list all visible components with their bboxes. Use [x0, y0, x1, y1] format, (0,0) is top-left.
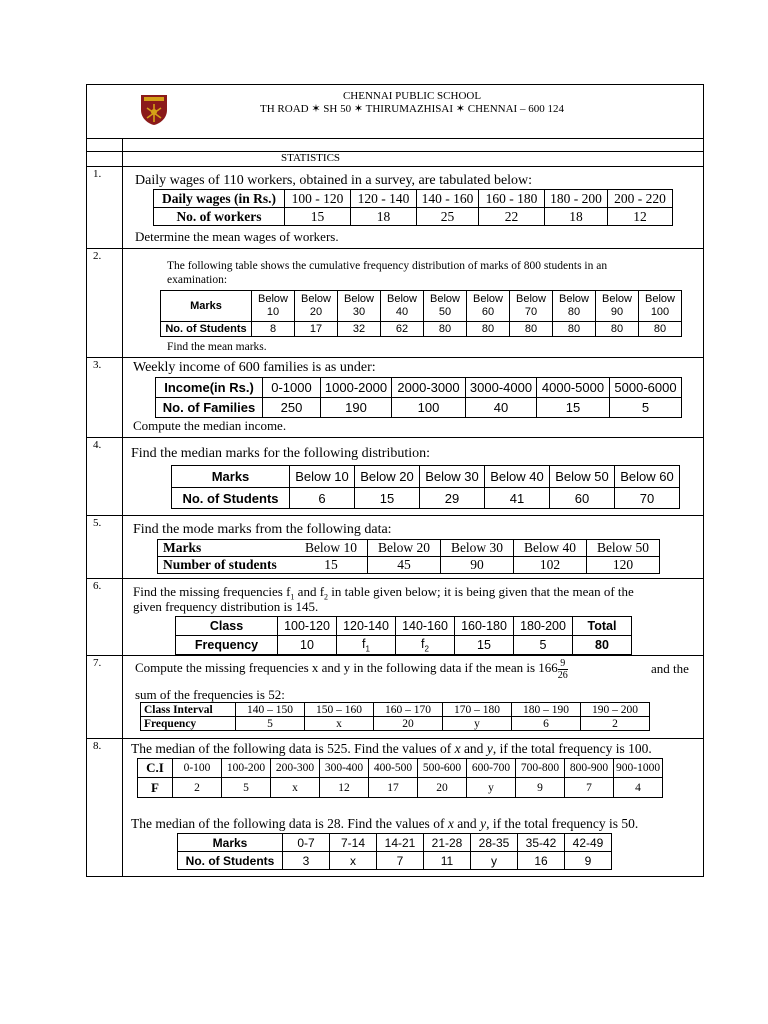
- table-cell: y: [443, 717, 512, 731]
- table-cell: Class Interval: [141, 703, 236, 717]
- table-cell: 190: [321, 398, 392, 418]
- table-cell: Income(in Rs.): [156, 378, 263, 398]
- table-cell: Below 90: [596, 291, 639, 322]
- table-cell: 100-120: [278, 617, 337, 636]
- table-cell: 11: [424, 852, 471, 870]
- question-text: The following table shows the cumulative frequency distribution of marks of 800 students in an: [167, 260, 608, 272]
- table-cell: 2: [581, 717, 650, 731]
- table-cell: Below 50: [550, 466, 615, 488]
- table-cell: No. of Students: [161, 322, 252, 337]
- divider: [86, 138, 704, 139]
- table-cell: 100 - 120: [285, 190, 351, 208]
- table-cell: 120 - 140: [351, 190, 417, 208]
- table-cell: 17: [295, 322, 338, 337]
- table-cell: 20: [374, 717, 443, 731]
- table-cell: 500-600: [418, 759, 467, 778]
- table-cell: 6: [290, 488, 355, 509]
- divider: [86, 357, 704, 358]
- subject-title: STATISTICS: [281, 152, 341, 164]
- table-cell: 160 - 180: [479, 190, 545, 208]
- table-cell: 12: [608, 208, 673, 226]
- table-cell: 100: [392, 398, 466, 418]
- table-cell: x: [271, 778, 320, 798]
- table-cell: $f_1$: [337, 636, 396, 655]
- divider: [86, 655, 704, 656]
- table-cell: 5000-6000: [610, 378, 682, 398]
- table-cell: 120-140: [337, 617, 396, 636]
- table-cell: x: [305, 717, 374, 731]
- table-cell: x: [330, 852, 377, 870]
- table-cell: No. of Students: [178, 852, 283, 870]
- question-number: 4.: [93, 439, 102, 451]
- table-cell: 9: [516, 778, 565, 798]
- table-cell: 4: [614, 778, 663, 798]
- table-cell: 1000-2000: [321, 378, 392, 398]
- divider: [86, 151, 704, 152]
- table-cell: 18: [545, 208, 608, 226]
- table-cell: 22: [479, 208, 545, 226]
- table-cell: Below 10: [252, 291, 295, 322]
- table-cell: 190 – 200: [581, 703, 650, 717]
- data-table: [157, 539, 660, 574]
- table-cell: 0-7: [283, 834, 330, 852]
- table-cell: 9: [565, 852, 612, 870]
- table-cell: 21-28: [424, 834, 471, 852]
- table-cell: 14-21: [377, 834, 424, 852]
- table-cell: 250: [263, 398, 321, 418]
- table-cell: Below 60: [615, 466, 680, 488]
- table-cell: Below 30: [420, 466, 485, 488]
- fraction: $\frac{9}{26}$: [557, 657, 568, 681]
- question-number: 8.: [93, 740, 102, 752]
- divider: [86, 166, 704, 167]
- question-prompt: Determine the mean wages of workers.: [135, 229, 339, 244]
- question-text: examination:: [167, 274, 228, 286]
- table-cell: Below 50: [587, 540, 660, 557]
- question-number: 7.: [93, 657, 102, 669]
- table-cell: No. of Families: [156, 398, 263, 418]
- table-cell: 28-35: [471, 834, 518, 852]
- table-cell: Frequency: [176, 636, 278, 655]
- table-cell: 18: [351, 208, 417, 226]
- question-text: Daily wages of 110 workers, obtained in a survey, are tabulated below:: [135, 173, 533, 188]
- table-cell: $f_2$: [396, 636, 455, 655]
- table-cell: 35-42: [518, 834, 565, 852]
- table-cell: Below 20: [368, 540, 441, 557]
- table-cell: 29: [420, 488, 485, 509]
- table-cell: 600-700: [467, 759, 516, 778]
- table-cell: 70: [615, 488, 680, 509]
- question-number: 6.: [93, 580, 102, 592]
- table-cell: Class: [176, 617, 278, 636]
- table-cell: 170 – 180: [443, 703, 512, 717]
- table-cell: Below 100: [639, 291, 682, 322]
- table-cell: 42-49: [565, 834, 612, 852]
- table-cell: Marks: [158, 540, 296, 557]
- table-cell: 80: [596, 322, 639, 337]
- data-table: [153, 189, 673, 226]
- table-cell: 200 - 220: [608, 190, 673, 208]
- table-cell: 3000-4000: [466, 378, 537, 398]
- divider: [86, 437, 704, 438]
- table-cell: 41: [485, 488, 550, 509]
- question-text: Weekly income of 600 families is as under:: [133, 360, 376, 375]
- table-cell: 80: [510, 322, 553, 337]
- table-cell: 160-180: [455, 617, 514, 636]
- question-text: The median of the following data is 28. Find the values of x and y, if the total frequency is 50.: [131, 816, 639, 831]
- table-cell: 5: [610, 398, 682, 418]
- table-cell: 5: [514, 636, 573, 655]
- table-cell: No. of workers: [154, 208, 285, 226]
- table-cell: 400-500: [369, 759, 418, 778]
- table-cell: 140 – 150: [236, 703, 305, 717]
- table-cell: 90: [441, 557, 514, 574]
- table-cell: 2: [173, 778, 222, 798]
- table-cell: 80: [424, 322, 467, 337]
- table-cell: No. of Students: [172, 488, 290, 509]
- table-cell: Below 40: [381, 291, 424, 322]
- table-cell: Below 40: [485, 466, 550, 488]
- table-cell: Total: [573, 617, 632, 636]
- table-cell: Below 70: [510, 291, 553, 322]
- table-cell: Marks: [172, 466, 290, 488]
- question-prompt: Compute the median income.: [133, 418, 287, 433]
- table-cell: F: [138, 778, 173, 798]
- table-cell: Below 30: [441, 540, 514, 557]
- table-cell: Below 50: [424, 291, 467, 322]
- table-cell: Frequency: [141, 717, 236, 731]
- table-cell: 80: [467, 322, 510, 337]
- table-cell: Marks: [161, 291, 252, 322]
- table-cell: 15: [455, 636, 514, 655]
- question-number: 3.: [93, 359, 102, 371]
- table-cell: 180 – 190: [512, 703, 581, 717]
- table-cell: Below 30: [338, 291, 381, 322]
- divider: [86, 578, 704, 579]
- question-text: and the: [651, 661, 689, 676]
- table-cell: 0-100: [173, 759, 222, 778]
- table-cell: 12: [320, 778, 369, 798]
- table-cell: 160 – 170: [374, 703, 443, 717]
- table-cell: 4000-5000: [537, 378, 610, 398]
- table-cell: 300-400: [320, 759, 369, 778]
- table-cell: Below 40: [514, 540, 587, 557]
- table-cell: 180-200: [514, 617, 573, 636]
- table-cell: 25: [417, 208, 479, 226]
- data-table: [175, 616, 632, 655]
- data-table: [155, 377, 682, 418]
- table-cell: 100-200: [222, 759, 271, 778]
- school-address: TH ROAD ✶ SH 50 ✶ THIRUMAZHISAI ✶ CHENNAI – 600 124: [260, 103, 564, 115]
- table-cell: 200-300: [271, 759, 320, 778]
- table-cell: 45: [368, 557, 441, 574]
- data-table: [160, 290, 682, 337]
- table-cell: 2000-3000: [392, 378, 466, 398]
- table-cell: 150 – 160: [305, 703, 374, 717]
- question-number: 5.: [93, 517, 102, 529]
- table-cell: Below 10: [295, 540, 368, 557]
- table-cell: 5: [236, 717, 305, 731]
- table-cell: 120: [587, 557, 660, 574]
- table-cell: 62: [381, 322, 424, 337]
- question-text: Find the missing frequencies $f_1$ and $f_2$ in table given below; it is being given that the mean of the: [133, 584, 634, 602]
- data-table: [171, 465, 680, 509]
- table-cell: 7: [377, 852, 424, 870]
- data-table: [137, 758, 663, 798]
- table-cell: 3: [283, 852, 330, 870]
- question-number: 1.: [93, 168, 102, 180]
- table-cell: 15: [285, 208, 351, 226]
- table-cell: 0-1000: [263, 378, 321, 398]
- table-cell: Below 80: [553, 291, 596, 322]
- table-cell: 8: [252, 322, 295, 337]
- question-prompt: Find the mean marks.: [167, 341, 267, 353]
- table-cell: 32: [338, 322, 381, 337]
- question-number: 2.: [93, 250, 102, 262]
- question-text: Find the mode marks from the following data:: [133, 522, 392, 537]
- table-cell: 80: [639, 322, 682, 337]
- table-cell: 20: [418, 778, 467, 798]
- table-cell: Daily wages (in Rs.): [154, 190, 285, 208]
- divider: [86, 515, 704, 516]
- data-table: [140, 702, 650, 731]
- question-text: given frequency distribution is 145.: [133, 599, 319, 614]
- table-cell: Marks: [178, 834, 283, 852]
- table-cell: 16: [518, 852, 565, 870]
- table-cell: 5: [222, 778, 271, 798]
- divider: [86, 738, 704, 739]
- table-cell: 17: [369, 778, 418, 798]
- question-text: Compute the missing frequencies x and y in the following data if the mean is 166 $\frac{9}{26}$: [135, 657, 568, 681]
- table-cell: y: [471, 852, 518, 870]
- table-cell: 80: [573, 636, 632, 655]
- table-cell: 10: [278, 636, 337, 655]
- school-name: CHENNAI PUBLIC SCHOOL: [342, 90, 482, 102]
- table-cell: Below 20: [355, 466, 420, 488]
- table-cell: Below 20: [295, 291, 338, 322]
- table-cell: Below 10: [290, 466, 355, 488]
- question-text: sum of the frequencies is 52:: [135, 687, 285, 702]
- table-cell: 60: [550, 488, 615, 509]
- table-cell: 15: [537, 398, 610, 418]
- data-table: [177, 833, 612, 870]
- table-cell: 6: [512, 717, 581, 731]
- divider: [86, 248, 704, 249]
- column-divider: [122, 138, 123, 877]
- table-cell: 180 - 200: [545, 190, 608, 208]
- question-text: The median of the following data is 525. Find the values of x and y, if the total frequency is 100.: [131, 741, 652, 756]
- table-cell: y: [467, 778, 516, 798]
- table-cell: 700-800: [516, 759, 565, 778]
- table-cell: C.I: [138, 759, 173, 778]
- table-cell: 15: [355, 488, 420, 509]
- table-cell: 140-160: [396, 617, 455, 636]
- table-cell: 80: [553, 322, 596, 337]
- table-cell: Below 60: [467, 291, 510, 322]
- table-cell: Number of students: [158, 557, 296, 574]
- table-cell: 900-1000: [614, 759, 663, 778]
- table-cell: 102: [514, 557, 587, 574]
- table-cell: 15: [295, 557, 368, 574]
- table-cell: 40: [466, 398, 537, 418]
- table-cell: 7-14: [330, 834, 377, 852]
- question-text: Find the median marks for the following distribution:: [131, 446, 431, 461]
- table-cell: 7: [565, 778, 614, 798]
- table-cell: 140 - 160: [417, 190, 479, 208]
- table-cell: 800-900: [565, 759, 614, 778]
